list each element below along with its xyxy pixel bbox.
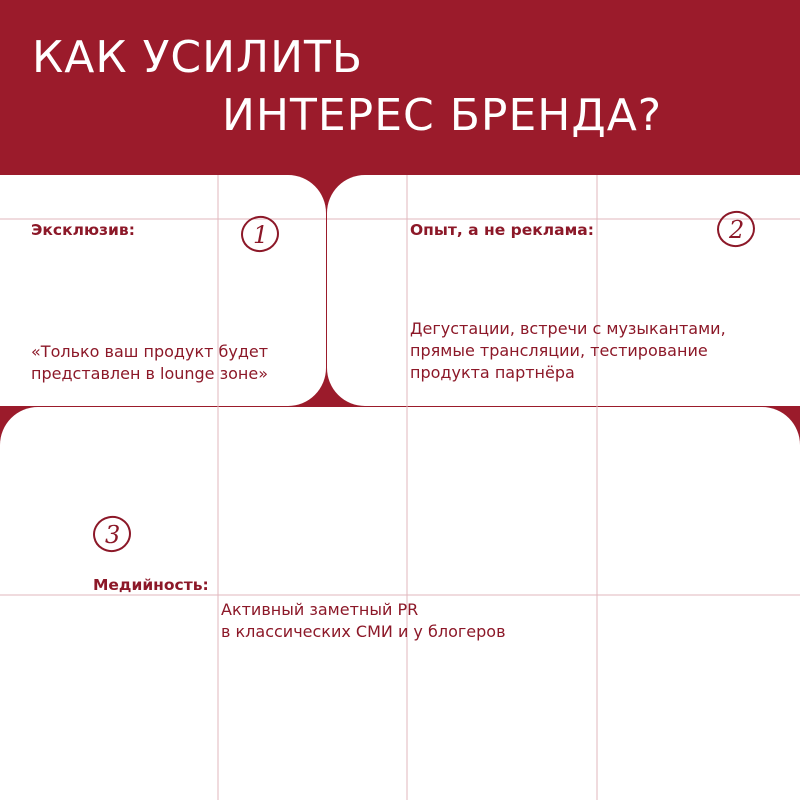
card-3-heading: Медийность: <box>93 576 209 594</box>
number-1-text: 1 <box>253 221 269 249</box>
card-2-heading: Опыт, а не реклама: <box>410 221 594 239</box>
card-3-body <box>221 599 506 643</box>
card-1-line-2: представлен в lounge зоне» <box>31 364 268 383</box>
number-3-text: 3 <box>105 521 121 549</box>
card-3-line-1: Активный заметный PR <box>221 600 419 619</box>
card-2-body <box>410 318 726 384</box>
card-2-line-3: продукта партнёра <box>410 363 575 382</box>
number-1-icon <box>238 212 282 256</box>
card-1-body <box>31 341 268 385</box>
title-line-1: КАК УСИЛИТЬ <box>32 32 364 83</box>
card-3-line-2: в классических СМИ и у блогеров <box>221 622 506 641</box>
card-2-line-1: Дегустации, встречи с музыкантами, <box>410 319 726 338</box>
card-1-line-1: «Только ваш продукт будет <box>31 342 269 361</box>
number-2-icon <box>714 207 758 251</box>
number-2-text: 2 <box>729 216 745 244</box>
number-3-icon <box>90 512 134 556</box>
card-1-heading: Эксклюзив: <box>31 221 135 239</box>
title-line-2: ИНТЕРЕС БРЕНДА? <box>222 90 663 141</box>
card-2-line-2: прямые трансляции, тестирование <box>410 341 708 360</box>
